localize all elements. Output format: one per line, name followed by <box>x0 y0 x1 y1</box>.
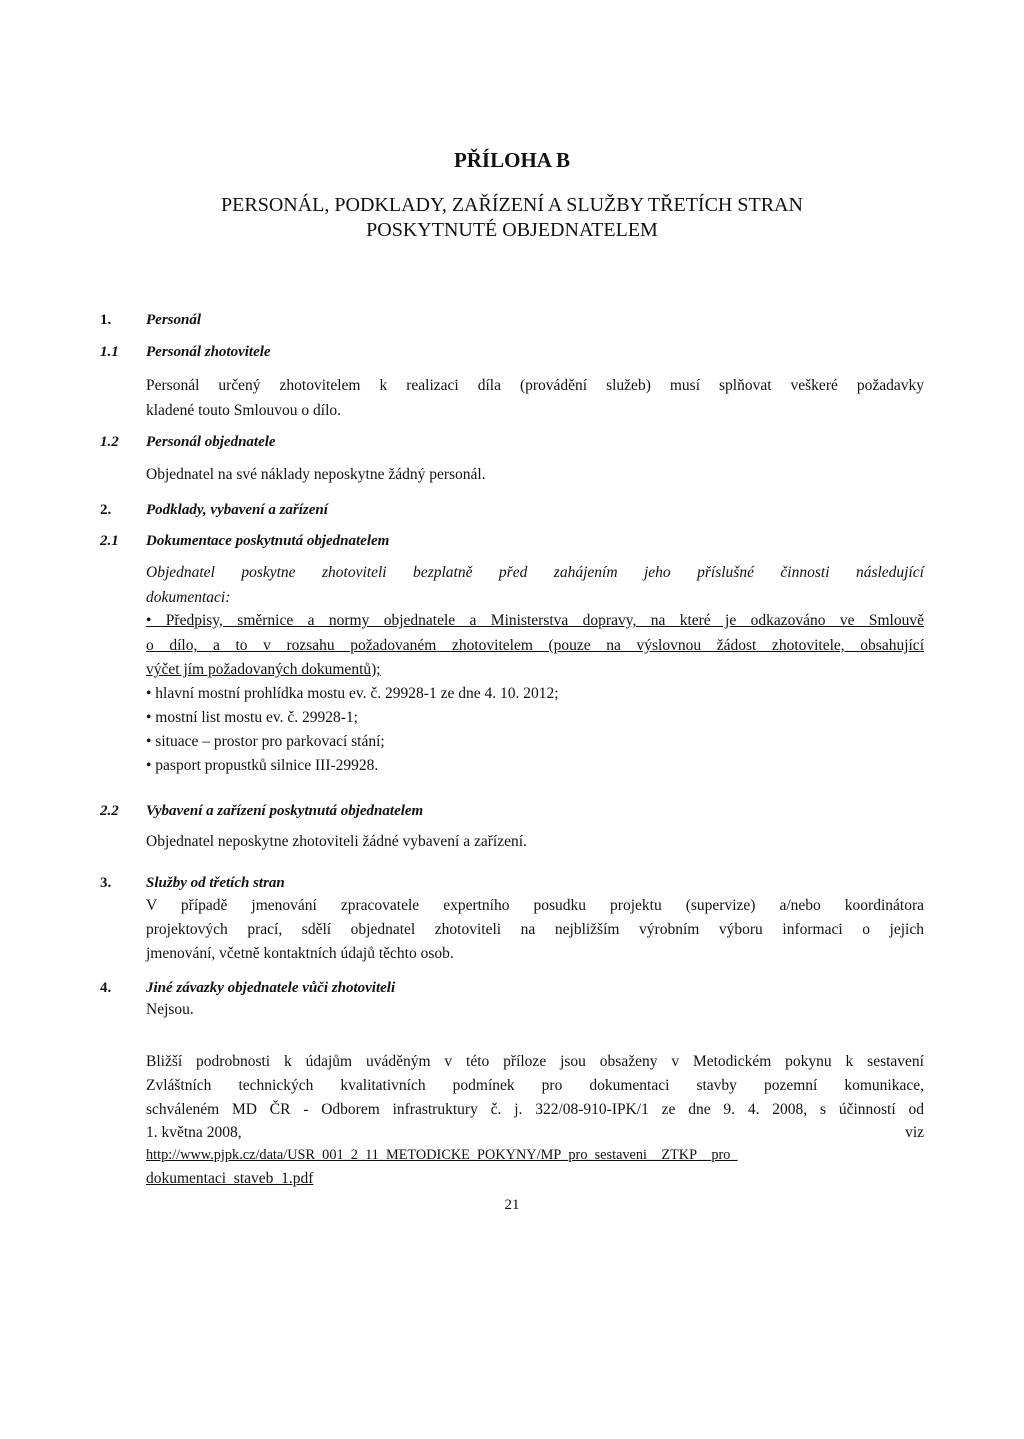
bullet-regulations-line: výčet jím požadovaných dokumentů); <box>146 661 381 678</box>
section-2-2-number: 2.2 <box>100 803 119 819</box>
section-3-title: Služby od třetích stran <box>146 875 285 891</box>
section-1-2-title: Personál objednatele <box>146 434 276 450</box>
section-4-text: Nejsou. <box>146 1001 194 1018</box>
section-3-number: 3. <box>100 875 112 891</box>
document-title-line2: POSKYTNUTÉ OBJEDNATELEM <box>366 219 658 241</box>
section-2-1-title: Dokumentace poskytnutá objednatelem <box>146 533 390 549</box>
section-2-2-title: Vybavení a zařízení poskytnutá objednatelem <box>146 803 424 819</box>
bullet-item: • mostní list mostu ev. č. 29928-1; <box>146 709 358 726</box>
section-1-title: Personál <box>146 312 202 328</box>
section-3-text-line: jmenování, včetně kontaktních údajů těchto osob. <box>146 945 454 962</box>
section-2-number: 2. <box>100 502 112 518</box>
document-title-line1: PERSONÁL, PODKLADY, ZAŘÍZENÍ A SLUŽBY TŘETÍCH STRAN <box>221 194 803 216</box>
bullet-item: • pasport propustků silnice III-29928. <box>146 757 379 774</box>
bullet-regulations-line: o dílo, a to v rozsahu požadovaném zhotovitelem (pouze na výslovnou žádost zhotovitele, obsahující <box>146 637 924 654</box>
section-4-title: Jiné závazky objednatele vůči zhotoviteli <box>146 980 396 996</box>
section-1-2-text: Objednatel na své náklady neposkytne žádný personál. <box>146 466 486 483</box>
bullet-regulations-line: • Předpisy, směrnice a normy objednatele a Ministerstva dopravy, na které je odkazováno ve Smlouvě <box>146 612 924 629</box>
section-2-title: Podklady, vybavení a zařízení <box>146 502 328 518</box>
footer-note-date: 1. května 2008, <box>146 1124 242 1141</box>
section-2-2-text: Objednatel neposkytne zhotoviteli žádné vybavení a zařízení. <box>146 833 527 850</box>
footer-note-line: schváleném MD ČR - Odborem infrastruktury č. j. 322/08-910-IPK/1 ze dne 9. 4. 2008, s účinností od <box>146 1101 924 1118</box>
section-3-text-line: projektových prací, sdělí objednatel zhotoviteli na nejbližším výrobním výboru informaci o jejich <box>146 921 924 938</box>
section-1-1-title: Personál zhotovitele <box>146 344 271 360</box>
section-1-1-text-line: kladené touto Smlouvou o dílo. <box>146 402 342 419</box>
section-4-number: 4. <box>100 980 112 996</box>
footer-note-line: Bližší podrobnosti k údajům uváděným v této příloze jsou obsaženy v Metodickém pokynu k sestavení <box>146 1053 924 1070</box>
methodology-link[interactable]: http://www.pjpk.cz/data/USR_001_2_11_METODICKE_POKYNY/MP_pro_sestaveni__ZTKP__pro_ <box>146 1147 738 1163</box>
footer-note-viz: viz <box>905 1124 924 1141</box>
section-2-1-intro-line: dokumentaci: <box>146 589 231 606</box>
section-1-number: 1. <box>100 312 112 328</box>
section-1-2-number: 1.2 <box>100 434 119 450</box>
section-2-1-intro-line: Objednatel poskytne zhotoviteli bezplatně před zahájením jeho příslušné činnosti následující <box>146 564 924 581</box>
bullet-item: • situace – prostor pro parkovací stání; <box>146 733 385 750</box>
annex-title: PŘÍLOHA B <box>453 148 571 172</box>
section-2-1-number: 2.1 <box>100 533 119 549</box>
page-number: 21 <box>504 1197 520 1213</box>
bullet-item: • hlavní mostní prohlídka mostu ev. č. 29928-1 ze dne 4. 10. 2012; <box>146 685 559 702</box>
footer-note-line: Zvláštních technických kvalitativních podmínek pro dokumentaci stavby pozemní komunikace, <box>146 1077 924 1094</box>
section-1-1-text-line: Personál určený zhotovitelem k realizaci díla (provádění služeb) musí splňovat veškeré požadavky <box>146 377 924 394</box>
section-1-1-number: 1.1 <box>100 344 119 360</box>
methodology-link-continuation[interactable]: dokumentaci_staveb_1.pdf <box>146 1170 314 1187</box>
section-3-text-line: V případě jmenování zpracovatele expertního posudku projektu (supervize) a/nebo koordinátora <box>146 897 924 914</box>
